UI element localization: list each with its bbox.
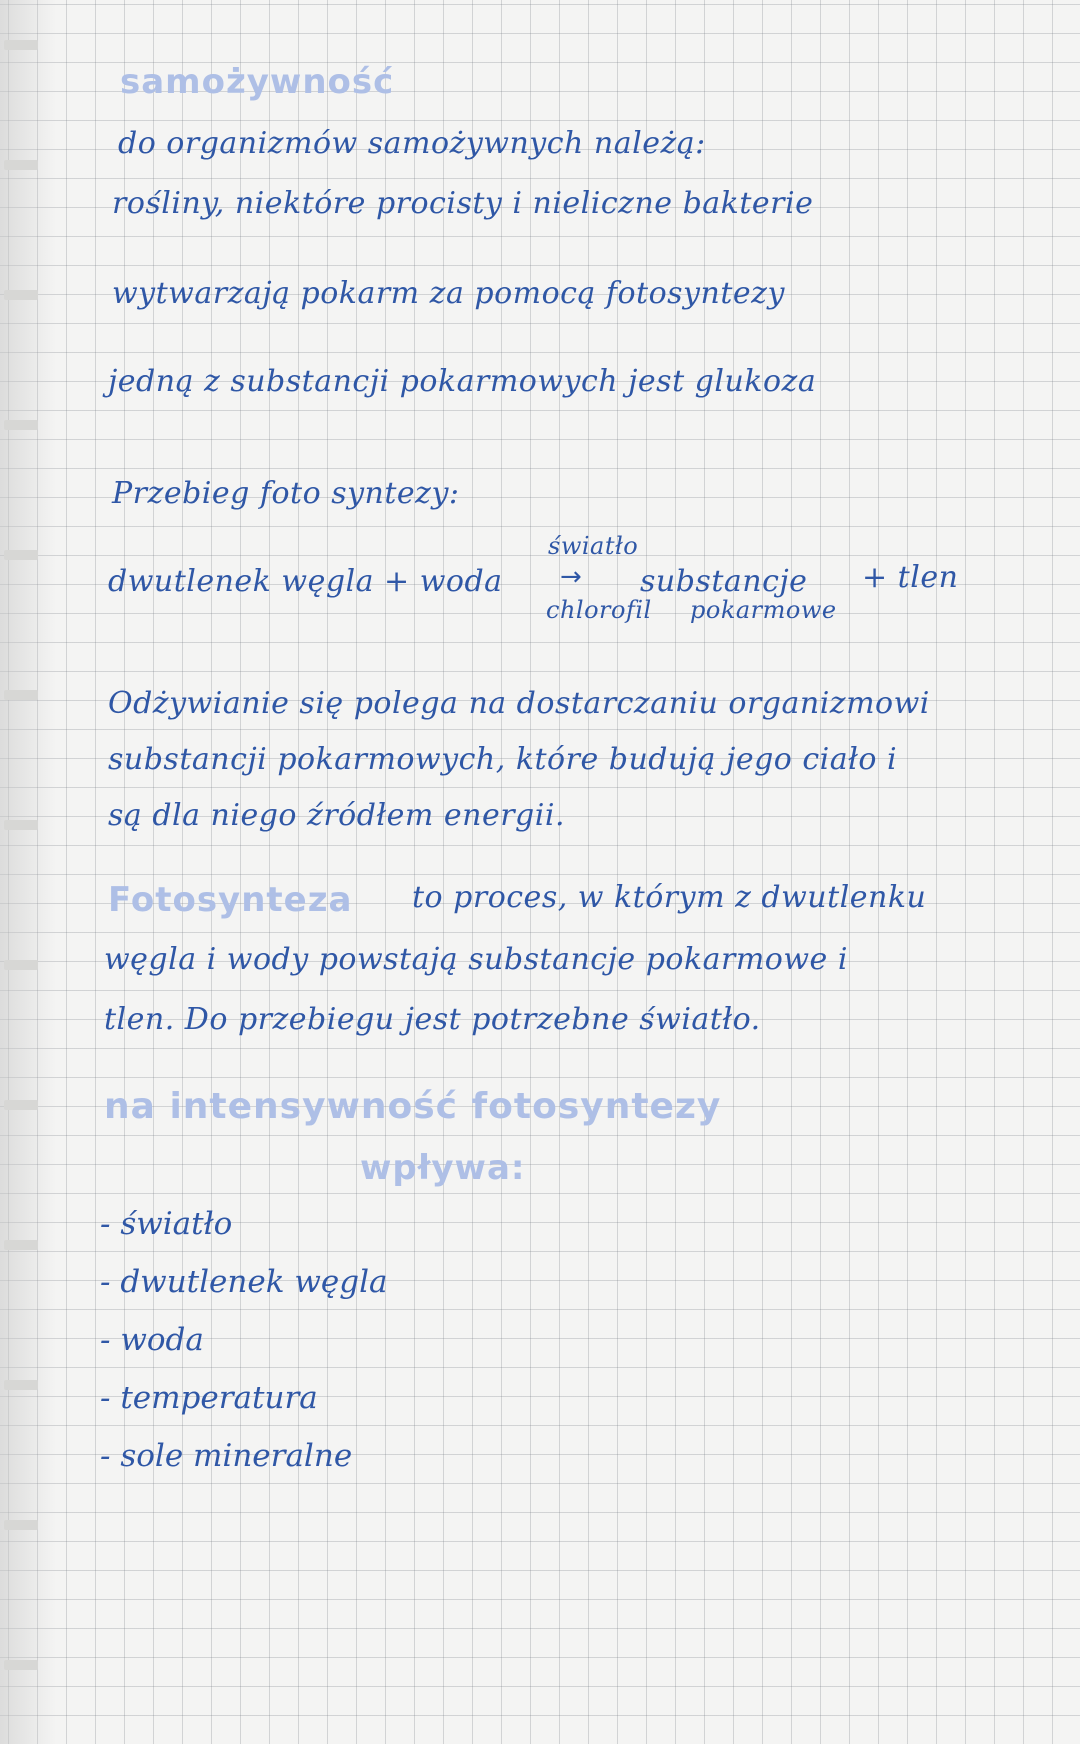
- binding-hole: [4, 820, 38, 830]
- arrow-icon: →: [560, 562, 582, 592]
- binding-hole: [4, 690, 38, 700]
- text-line: Odżywianie się polega na dostarczaniu organizmowi: [108, 686, 930, 721]
- list-item: - światło: [100, 1206, 233, 1242]
- binding-hole: [4, 160, 38, 170]
- equation-product: substancje: [640, 564, 808, 599]
- equation-product-sub: pokarmowe: [690, 596, 837, 624]
- text-line: węgla i wody powstają substancje pokarmowe i: [104, 942, 848, 977]
- text-line: do organizmów samożywnych należą:: [118, 126, 706, 161]
- binding-hole: [4, 40, 38, 50]
- text-line: to proces, w którym z dwutlenku: [412, 880, 927, 915]
- list-item: - temperatura: [100, 1380, 318, 1416]
- binding-hole: [4, 420, 38, 430]
- list-item: - sole mineralne: [100, 1438, 353, 1474]
- text-line: są dla niego źródłem energii.: [108, 798, 565, 833]
- equation-reactants: dwutlenek węgla + woda: [108, 564, 503, 599]
- equation-condition-chlorophyll: chlorofil: [546, 596, 652, 624]
- binding-hole: [4, 290, 38, 300]
- binding-hole: [4, 1380, 38, 1390]
- text-line: wytwarzają pokarm za pomocą fotosyntezy: [112, 276, 785, 311]
- text-line: rośliny, niektóre procisty i nieliczne bakterie: [112, 186, 814, 221]
- section-heading: na intensywność fotosyntezy: [104, 1086, 722, 1127]
- binding-hole: [4, 1660, 38, 1670]
- section-heading: wpływa:: [360, 1148, 526, 1188]
- binding-hole: [4, 1520, 38, 1530]
- equation-oxygen: + tlen: [862, 560, 959, 595]
- equation-condition-light: światło: [548, 532, 639, 560]
- notebook-binding: [0, 0, 56, 1744]
- binding-hole: [4, 550, 38, 560]
- text-line: substancji pokarmowych, które budują jego ciało i: [108, 742, 898, 777]
- text-line: jedną z substancji pokarmowych jest glukoza: [108, 364, 817, 399]
- highlighted-term: Fotosynteza: [108, 880, 353, 920]
- list-item: - woda: [100, 1322, 204, 1358]
- section-heading: Przebieg foto syntezy:: [112, 476, 460, 511]
- binding-hole: [4, 1100, 38, 1110]
- page-title: samożywność: [120, 62, 395, 102]
- text-line: tlen. Do przebiegu jest potrzebne światło.: [104, 1002, 761, 1037]
- list-item: - dwutlenek węgla: [100, 1264, 388, 1300]
- binding-hole: [4, 1240, 38, 1250]
- binding-hole: [4, 960, 38, 970]
